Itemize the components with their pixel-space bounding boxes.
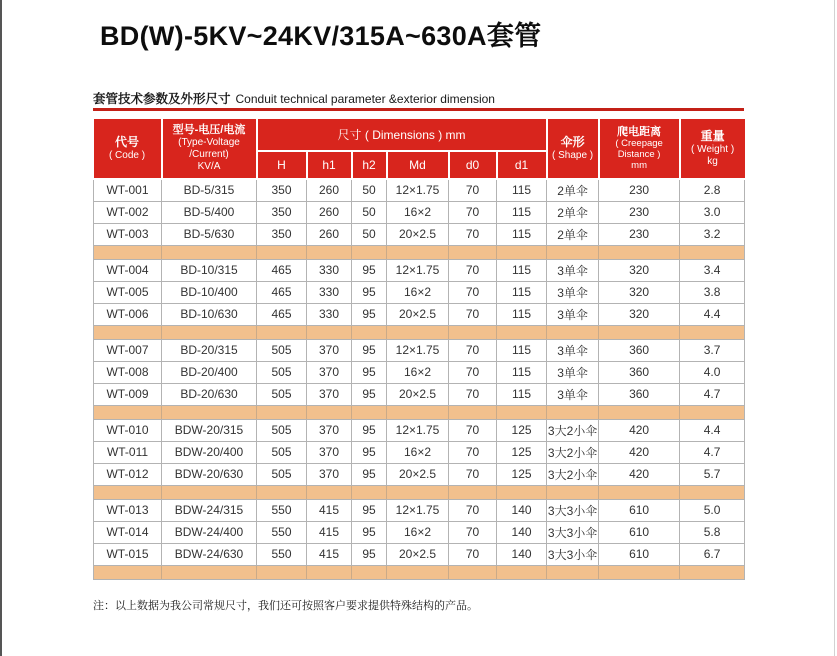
cell-type: BDW-24/315 xyxy=(162,499,257,521)
separator-band-cell xyxy=(680,485,745,499)
cell-d1: 140 xyxy=(497,543,547,565)
table-row xyxy=(94,463,745,485)
cell-d1: 115 xyxy=(497,303,547,325)
cell-weight: 4.7 xyxy=(680,441,745,463)
cell-weight: 6.7 xyxy=(680,543,745,565)
subtitle-underline xyxy=(93,108,744,111)
separator-band-cell xyxy=(257,325,307,339)
cell-h1: 415 xyxy=(307,521,352,543)
header-type-en1: (Type-Voltage xyxy=(178,137,240,149)
cell-d0: 70 xyxy=(449,521,497,543)
cell-h1: 370 xyxy=(307,361,352,383)
cell-h1: 370 xyxy=(307,419,352,441)
cell-Md: 12×1.75 xyxy=(387,419,449,441)
header-dim-H: H xyxy=(257,151,307,179)
cell-Md: 16×2 xyxy=(387,521,449,543)
cell-weight: 3.8 xyxy=(680,281,745,303)
spec-table xyxy=(93,119,745,580)
separator-band-cell xyxy=(497,245,547,259)
page-left-edge-line xyxy=(0,0,2,656)
table-row xyxy=(94,303,745,325)
cell-shape: 2单伞 xyxy=(547,179,599,201)
cell-H: 505 xyxy=(257,339,307,361)
cell-h1: 370 xyxy=(307,441,352,463)
cell-Md: 12×1.75 xyxy=(387,259,449,281)
cell-H: 550 xyxy=(257,521,307,543)
table-row xyxy=(94,419,745,441)
cell-creepage: 610 xyxy=(599,499,680,521)
cell-shape: 3大3小伞 xyxy=(547,543,599,565)
cell-d0: 70 xyxy=(449,441,497,463)
separator-band-cell xyxy=(497,405,547,419)
cell-creepage: 320 xyxy=(599,259,680,281)
cell-H: 465 xyxy=(257,281,307,303)
separator-band-cell xyxy=(497,565,547,579)
cell-code: WT-010 xyxy=(94,419,162,441)
cell-H: 465 xyxy=(257,303,307,325)
cell-type: BD-10/630 xyxy=(162,303,257,325)
table-row xyxy=(94,361,745,383)
cell-Md: 12×1.75 xyxy=(387,179,449,201)
header-creepage-unit: mm xyxy=(631,159,647,171)
cell-type: BDW-20/315 xyxy=(162,419,257,441)
cell-Md: 16×2 xyxy=(387,201,449,223)
cell-Md: 20×2.5 xyxy=(387,223,449,245)
header-dim-d0: d0 xyxy=(449,151,497,179)
cell-d1: 115 xyxy=(497,259,547,281)
header-weight-zh: 重量 xyxy=(700,129,725,144)
cell-creepage: 320 xyxy=(599,281,680,303)
cell-shape: 2单伞 xyxy=(547,223,599,245)
separator-band-cell xyxy=(162,485,257,499)
separator-band-cell xyxy=(387,405,449,419)
cell-H: 505 xyxy=(257,463,307,485)
separator-band-cell xyxy=(257,485,307,499)
separator-band-cell xyxy=(387,565,449,579)
separator-band xyxy=(94,405,745,419)
cell-H: 550 xyxy=(257,543,307,565)
cell-d0: 70 xyxy=(449,419,497,441)
cell-d0: 70 xyxy=(449,361,497,383)
header-code xyxy=(94,119,162,179)
cell-shape: 3大2小伞 xyxy=(547,419,599,441)
cell-h1: 415 xyxy=(307,543,352,565)
cell-h1: 415 xyxy=(307,499,352,521)
separator-band-cell xyxy=(94,245,162,259)
table-row xyxy=(94,441,745,463)
page-right-edge-line xyxy=(834,0,835,656)
header-code-en: ( Code ) xyxy=(108,149,146,161)
cell-shape: 2单伞 xyxy=(547,201,599,223)
cell-weight: 5.0 xyxy=(680,499,745,521)
header-type-unit: KV/A xyxy=(197,161,221,173)
table-row xyxy=(94,383,745,405)
table-header xyxy=(94,119,745,179)
cell-shape: 3大2小伞 xyxy=(547,441,599,463)
separator-band-cell xyxy=(94,565,162,579)
section-subtitle xyxy=(93,89,495,108)
cell-d0: 70 xyxy=(449,179,497,201)
cell-h1: 330 xyxy=(307,281,352,303)
header-code-zh: 代号 xyxy=(114,135,139,150)
header-shape xyxy=(547,119,599,179)
cell-Md: 20×2.5 xyxy=(387,543,449,565)
header-shape-en: ( Shape ) xyxy=(552,149,594,161)
cell-shape: 3单伞 xyxy=(547,281,599,303)
separator-band-cell xyxy=(547,565,599,579)
table-row xyxy=(94,179,745,201)
cell-d0: 70 xyxy=(449,383,497,405)
cell-type: BD-5/400 xyxy=(162,201,257,223)
separator-band-cell xyxy=(94,485,162,499)
separator-band-cell xyxy=(680,565,745,579)
header-type xyxy=(162,119,257,179)
cell-shape: 3单伞 xyxy=(547,383,599,405)
cell-shape: 3大3小伞 xyxy=(547,521,599,543)
cell-creepage: 420 xyxy=(599,419,680,441)
cell-H: 505 xyxy=(257,383,307,405)
separator-band-cell xyxy=(599,325,680,339)
table-row xyxy=(94,201,745,223)
cell-shape: 3大3小伞 xyxy=(547,499,599,521)
cell-H: 505 xyxy=(257,419,307,441)
separator-band-cell xyxy=(497,325,547,339)
cell-weight: 4.0 xyxy=(680,361,745,383)
cell-type: BD-20/630 xyxy=(162,383,257,405)
separator-band xyxy=(94,245,745,259)
separator-band-cell xyxy=(307,565,352,579)
cell-d1: 140 xyxy=(497,499,547,521)
page-title: BD(W)-5KV~24KV/315A~630A套管 xyxy=(100,21,542,51)
cell-d1: 115 xyxy=(497,361,547,383)
cell-d1: 115 xyxy=(497,179,547,201)
cell-code: WT-001 xyxy=(94,179,162,201)
cell-h2: 95 xyxy=(352,419,387,441)
cell-h1: 370 xyxy=(307,383,352,405)
cell-type: BD-10/315 xyxy=(162,259,257,281)
cell-creepage: 610 xyxy=(599,521,680,543)
cell-Md: 20×2.5 xyxy=(387,463,449,485)
cell-code: WT-007 xyxy=(94,339,162,361)
table-row xyxy=(94,521,745,543)
cell-h2: 95 xyxy=(352,499,387,521)
cell-creepage: 420 xyxy=(599,441,680,463)
header-dim-h2: h2 xyxy=(352,151,387,179)
header-creepage-en2: Distance ) xyxy=(617,148,661,160)
separator-band-cell xyxy=(162,565,257,579)
separator-band-cell xyxy=(307,485,352,499)
cell-weight: 5.7 xyxy=(680,463,745,485)
cell-h1: 260 xyxy=(307,223,352,245)
table-row xyxy=(94,339,745,361)
cell-h2: 95 xyxy=(352,339,387,361)
cell-d1: 125 xyxy=(497,441,547,463)
header-dimensions: 尺寸 ( Dimensions ) mm xyxy=(257,119,547,151)
separator-band-cell xyxy=(307,245,352,259)
cell-d1: 115 xyxy=(497,281,547,303)
cell-H: 350 xyxy=(257,201,307,223)
separator-band-cell xyxy=(680,325,745,339)
subtitle-english: Conduit technical parameter &exterior dimension xyxy=(235,92,495,106)
cell-shape: 3大2小伞 xyxy=(547,463,599,485)
cell-h1: 370 xyxy=(307,463,352,485)
cell-weight: 3.4 xyxy=(680,259,745,281)
table-row xyxy=(94,281,745,303)
cell-H: 350 xyxy=(257,223,307,245)
separator-band-cell xyxy=(387,325,449,339)
cell-d0: 70 xyxy=(449,259,497,281)
separator-band-cell xyxy=(257,405,307,419)
cell-weight: 4.4 xyxy=(680,303,745,325)
separator-band-cell xyxy=(352,245,387,259)
subtitle-chinese: 套管技术参数及外形尺寸 xyxy=(93,92,231,106)
separator-band-cell xyxy=(449,485,497,499)
header-creepage xyxy=(599,119,680,179)
cell-weight: 4.7 xyxy=(680,383,745,405)
cell-weight: 4.4 xyxy=(680,419,745,441)
cell-h2: 95 xyxy=(352,543,387,565)
cell-code: WT-011 xyxy=(94,441,162,463)
cell-weight: 3.2 xyxy=(680,223,745,245)
header-creepage-zh: 爬电距离 xyxy=(617,125,662,138)
cell-type: BD-20/400 xyxy=(162,361,257,383)
separator-band-cell xyxy=(449,245,497,259)
cell-type: BD-5/315 xyxy=(162,179,257,201)
separator-band-cell xyxy=(387,245,449,259)
cell-d1: 125 xyxy=(497,463,547,485)
table-body xyxy=(94,179,745,579)
cell-shape: 3单伞 xyxy=(547,259,599,281)
separator-band-cell xyxy=(547,245,599,259)
cell-creepage: 360 xyxy=(599,339,680,361)
separator-band xyxy=(94,565,745,579)
cell-code: WT-009 xyxy=(94,383,162,405)
separator-band-cell xyxy=(257,565,307,579)
header-dim-d1: d1 xyxy=(497,151,547,179)
cell-Md: 12×1.75 xyxy=(387,339,449,361)
cell-code: WT-003 xyxy=(94,223,162,245)
separator-band-cell xyxy=(352,325,387,339)
cell-d0: 70 xyxy=(449,339,497,361)
cell-type: BD-5/630 xyxy=(162,223,257,245)
cell-h2: 50 xyxy=(352,179,387,201)
cell-h1: 330 xyxy=(307,259,352,281)
cell-d0: 70 xyxy=(449,201,497,223)
header-weight-en: ( Weight ) xyxy=(690,143,735,155)
cell-d1: 125 xyxy=(497,419,547,441)
cell-type: BD-20/315 xyxy=(162,339,257,361)
cell-weight: 5.8 xyxy=(680,521,745,543)
separator-band-cell xyxy=(449,325,497,339)
cell-H: 465 xyxy=(257,259,307,281)
separator-band-cell xyxy=(449,565,497,579)
separator-band-cell xyxy=(352,565,387,579)
cell-d0: 70 xyxy=(449,463,497,485)
cell-Md: 20×2.5 xyxy=(387,303,449,325)
header-weight xyxy=(680,119,745,179)
cell-creepage: 360 xyxy=(599,383,680,405)
cell-d0: 70 xyxy=(449,223,497,245)
cell-code: WT-013 xyxy=(94,499,162,521)
cell-h2: 95 xyxy=(352,281,387,303)
table-row xyxy=(94,543,745,565)
cell-d1: 115 xyxy=(497,223,547,245)
footnote: 注：以上数据为我公司常规尺寸，我们还可按照客户要求提供特殊结构的产品。 xyxy=(93,600,478,612)
separator-band-cell xyxy=(94,405,162,419)
separator-band-cell xyxy=(547,405,599,419)
header-shape-zh: 伞形 xyxy=(560,135,585,150)
cell-h1: 260 xyxy=(307,201,352,223)
separator-band-cell xyxy=(599,245,680,259)
cell-h2: 95 xyxy=(352,383,387,405)
separator-band-cell xyxy=(307,405,352,419)
cell-shape: 3单伞 xyxy=(547,361,599,383)
cell-creepage: 230 xyxy=(599,179,680,201)
header-type-zh: 型号-电压/电流 xyxy=(172,123,246,136)
separator-band-cell xyxy=(680,245,745,259)
cell-Md: 20×2.5 xyxy=(387,383,449,405)
cell-d0: 70 xyxy=(449,499,497,521)
table-row xyxy=(94,259,745,281)
cell-creepage: 360 xyxy=(599,361,680,383)
cell-code: WT-014 xyxy=(94,521,162,543)
cell-h2: 95 xyxy=(352,303,387,325)
cell-creepage: 230 xyxy=(599,201,680,223)
separator-band-cell xyxy=(94,325,162,339)
separator-band-cell xyxy=(352,485,387,499)
cell-code: WT-012 xyxy=(94,463,162,485)
separator-band-cell xyxy=(162,405,257,419)
separator-band-cell xyxy=(307,325,352,339)
cell-type: BDW-24/400 xyxy=(162,521,257,543)
header-weight-unit: kg xyxy=(707,155,718,167)
separator-band-cell xyxy=(449,405,497,419)
separator-band-cell xyxy=(387,485,449,499)
separator-band xyxy=(94,325,745,339)
header-dim-h1: h1 xyxy=(307,151,352,179)
cell-h2: 95 xyxy=(352,441,387,463)
cell-h2: 95 xyxy=(352,463,387,485)
cell-d1: 115 xyxy=(497,201,547,223)
cell-d0: 70 xyxy=(449,281,497,303)
separator-band-cell xyxy=(547,325,599,339)
cell-d0: 70 xyxy=(449,543,497,565)
header-dim-Md: Md xyxy=(387,151,449,179)
cell-type: BDW-24/630 xyxy=(162,543,257,565)
cell-weight: 3.7 xyxy=(680,339,745,361)
table-row xyxy=(94,499,745,521)
cell-Md: 16×2 xyxy=(387,361,449,383)
cell-shape: 3单伞 xyxy=(547,303,599,325)
cell-code: WT-005 xyxy=(94,281,162,303)
separator-band xyxy=(94,485,745,499)
cell-h2: 95 xyxy=(352,521,387,543)
cell-Md: 16×2 xyxy=(387,281,449,303)
header-type-en2: /Current) xyxy=(189,149,229,161)
separator-band-cell xyxy=(599,485,680,499)
cell-h1: 330 xyxy=(307,303,352,325)
cell-Md: 12×1.75 xyxy=(387,499,449,521)
separator-band-cell xyxy=(547,485,599,499)
cell-creepage: 230 xyxy=(599,223,680,245)
cell-h1: 260 xyxy=(307,179,352,201)
separator-band-cell xyxy=(599,405,680,419)
cell-code: WT-006 xyxy=(94,303,162,325)
cell-code: WT-008 xyxy=(94,361,162,383)
cell-h2: 50 xyxy=(352,223,387,245)
cell-d0: 70 xyxy=(449,303,497,325)
table-row xyxy=(94,223,745,245)
cell-creepage: 320 xyxy=(599,303,680,325)
separator-band-cell xyxy=(680,405,745,419)
separator-band-cell xyxy=(599,565,680,579)
cell-h2: 95 xyxy=(352,259,387,281)
separator-band-cell xyxy=(257,245,307,259)
cell-type: BD-10/400 xyxy=(162,281,257,303)
separator-band-cell xyxy=(352,405,387,419)
cell-d1: 115 xyxy=(497,339,547,361)
cell-Md: 16×2 xyxy=(387,441,449,463)
cell-h2: 50 xyxy=(352,201,387,223)
cell-d1: 115 xyxy=(497,383,547,405)
cell-weight: 2.8 xyxy=(680,179,745,201)
cell-creepage: 610 xyxy=(599,543,680,565)
cell-type: BDW-20/630 xyxy=(162,463,257,485)
cell-shape: 3单伞 xyxy=(547,339,599,361)
cell-H: 505 xyxy=(257,441,307,463)
cell-H: 350 xyxy=(257,179,307,201)
separator-band-cell xyxy=(162,245,257,259)
cell-code: WT-002 xyxy=(94,201,162,223)
cell-code: WT-004 xyxy=(94,259,162,281)
cell-H: 550 xyxy=(257,499,307,521)
cell-code: WT-015 xyxy=(94,543,162,565)
separator-band-cell xyxy=(497,485,547,499)
cell-d1: 140 xyxy=(497,521,547,543)
cell-type: BDW-20/400 xyxy=(162,441,257,463)
cell-H: 505 xyxy=(257,361,307,383)
header-creepage-en1: ( Creepage xyxy=(615,137,663,149)
cell-weight: 3.0 xyxy=(680,201,745,223)
separator-band-cell xyxy=(162,325,257,339)
cell-h1: 370 xyxy=(307,339,352,361)
cell-creepage: 420 xyxy=(599,463,680,485)
cell-h2: 95 xyxy=(352,361,387,383)
